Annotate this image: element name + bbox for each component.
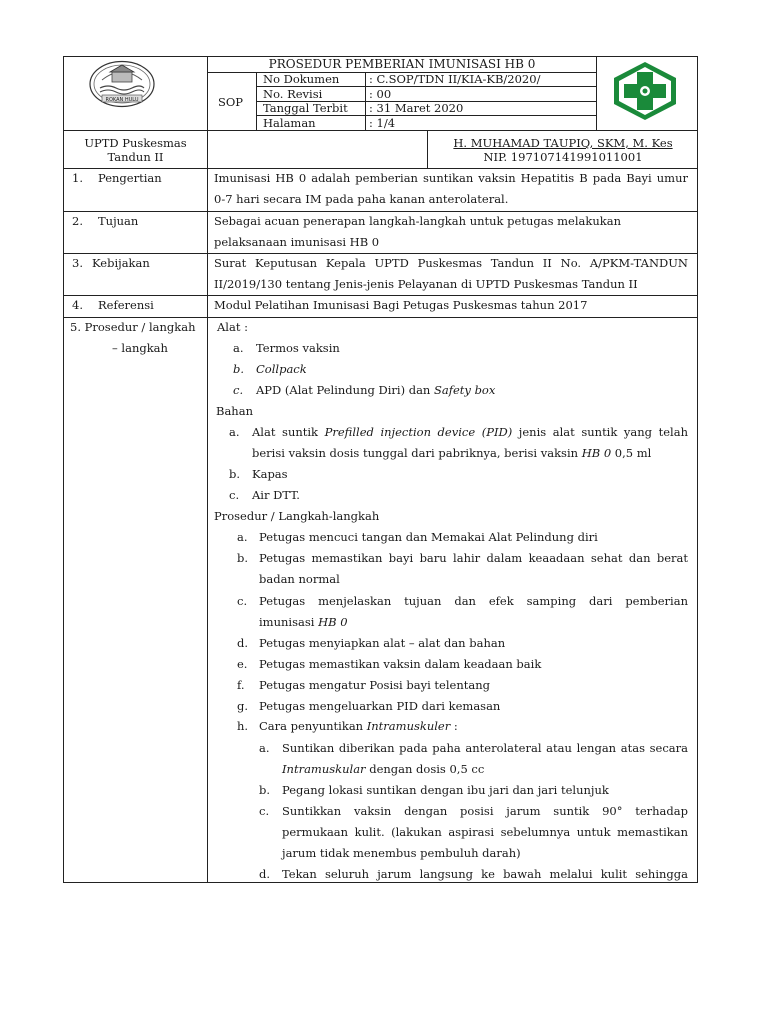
section-number: 1. [72,171,83,185]
langkah-heading: Prosedur / Langkah-langkah [214,509,380,523]
tujuan-text: Sebagai acuan penerapan langkah-langkah untuk petugas melakukan [214,214,621,228]
meta-label: Tanggal Terbit [263,101,348,115]
bahan-text: jenis alat suntik yang telah [512,425,688,439]
substep-item: Suntikkan vaksin dengan posisi jarum suntik 90° terhadap [282,804,688,818]
bahan-heading: Bahan [216,404,253,418]
list-marker: c. [237,594,248,608]
step-item: Petugas mencuci tangan dan Memakai Alat Pelindung diri [259,530,598,544]
rule [596,56,597,130]
bahan-text: Alat suntik [252,425,325,439]
list-marker: a. [237,530,248,544]
rule [365,72,366,130]
signer-name: H. MUHAMAD TAUPIQ, SKM, M. Kes [453,136,673,150]
tujuan-text: pelaksanaan imunisasi HB 0 [214,235,380,249]
sop-label: SOP [218,95,244,109]
org-name: UPTD Puskesmas [84,136,187,150]
rule [207,56,208,883]
kebijakan-text: II/2019/130 tentang Jenis-jenis Pelayanan di UPTD Puskesmas Tandun II [214,277,638,291]
signer-nip: NIP. 197107141991011001 [483,150,643,164]
substep-text: dengan dosis 0,5 cc [365,762,485,776]
substep-item-cont: jarum tidak menembus pembuluh darah) [282,846,521,860]
section-number: 4. [72,298,83,312]
step-text: imunisasi [259,615,319,629]
section-label: 5. Prosedur / langkah [70,320,196,334]
substep-text-italic: Intramuskular [282,762,366,776]
list-marker: d. [237,636,249,650]
section-number: 2. [72,214,83,228]
list-marker: f. [237,678,245,692]
bahan-item-cont [252,443,651,464]
meta-value: : C.SOP/TDN II/KIA-KB/2020/ [369,72,541,86]
meta-value: : 00 [369,87,392,101]
section-label: Referensi [98,298,154,312]
section-label: – langkah [112,341,168,355]
bahan-item: Kapas [252,467,288,481]
pengertian-text: Imunisasi HB 0 adalah pemberian suntikan vaksin Hepatitis B pada Bayi umur [214,171,688,185]
alat-item [256,380,495,401]
section-label: Pengertian [98,171,162,185]
step-item: Petugas menyiapkan alat – alat dan bahan [259,636,506,650]
bahan-text-italic: Prefilled injection device (PID) [324,425,513,439]
list-marker: b. [229,467,241,481]
list-marker: b. [259,783,271,797]
meta-label: Halaman [263,116,316,130]
step-item: Petugas mengeluarkan PID dari kemasan [259,699,501,713]
bahan-item [252,422,688,443]
step-item-cont [259,612,348,633]
alat-text: APD (Alat Pelindung Diri) dan [256,383,434,397]
list-marker: b. [237,551,249,565]
rule [256,72,257,130]
bahan-text: 0,5 ml [611,446,652,460]
substep-item-cont [282,759,484,780]
substep-item: Tekan seluruh jarum langsung ke bawah melalui kulit sehingga [282,867,688,881]
bahan-item: Air DTT. [252,488,300,502]
step-item: Petugas menjelaskan tujuan dan efek samping dari pemberian [259,594,688,608]
list-marker: a. [233,341,244,355]
step-text: Cara penyuntikan [259,719,367,733]
step-item [259,716,458,737]
alat-heading: Alat : [217,320,248,334]
list-marker: c. [259,804,270,818]
step-item: Petugas mengatur Posisi bayi telentang [259,678,490,692]
alat-item: Collpack [256,362,307,376]
list-marker: b. [233,362,245,376]
substep-item-cont: permukaan kulit. (lakukan aspirasi sebelumnya untuk memastikan [282,825,688,839]
rule [63,130,698,131]
bahan-text: berisi vaksin dosis tunggal dari pabriknya, berisi vaksin [252,446,582,460]
meta-label: No Dokumen [263,72,340,86]
substep-item: Pegang lokasi suntikan dengan ibu jari dan jari telunjuk [282,783,609,797]
substep-item: Suntikan diberikan pada paha anterolateral atau lengan atas secara [282,741,688,755]
step-text-italic: HB 0 [318,615,348,629]
sop-title: PROSEDUR PEMBERIAN IMUNISASI HB 0 [268,57,536,71]
alat-item: Termos vaksin [256,341,340,355]
puskesmas-logo [610,60,680,122]
bahan-text-italic: HB 0 [581,446,612,460]
logo-text: ROKAN HULU [105,97,139,103]
meta-value: : 31 Maret 2020 [369,101,464,115]
list-marker: c. [229,488,240,502]
list-marker: a. [259,741,270,755]
kebijakan-text: Surat Keputusan Kepala UPTD Puskesmas Tandun II No. A/PKM-TANDUN [214,256,688,270]
step-item: Petugas memastikan vaksin dalam keadaan baik [259,657,542,671]
section-number: 3. [72,256,83,270]
section-label: Kebijakan [92,256,150,270]
list-marker: e. [237,657,248,671]
list-marker: c. [233,383,244,397]
section-label: Tujuan [98,214,139,228]
referensi-text: Modul Pelatihan Imunisasi Bagi Petugas Puskesmas tahun 2017 [214,298,588,312]
org-unit: Tandun II [107,150,164,164]
step-item: Petugas memastikan bayi baru lahir dalam keaadaan sehat dan berat [259,551,688,565]
alat-text-italic: Safety box [434,383,496,397]
step-item-cont: badan normal [259,572,340,586]
list-marker: a. [229,425,240,439]
pengertian-text: 0-7 hari secara IM pada paha kanan anterolateral. [214,192,509,206]
meta-value: : 1/4 [369,116,396,130]
regency-logo [88,60,156,108]
meta-label: No. Revisi [263,87,323,101]
list-marker: d. [259,867,271,881]
list-marker: h. [237,719,249,733]
step-text: : [450,719,458,733]
step-text-italic: Intramuskuler [366,719,451,733]
list-marker: g. [237,699,249,713]
